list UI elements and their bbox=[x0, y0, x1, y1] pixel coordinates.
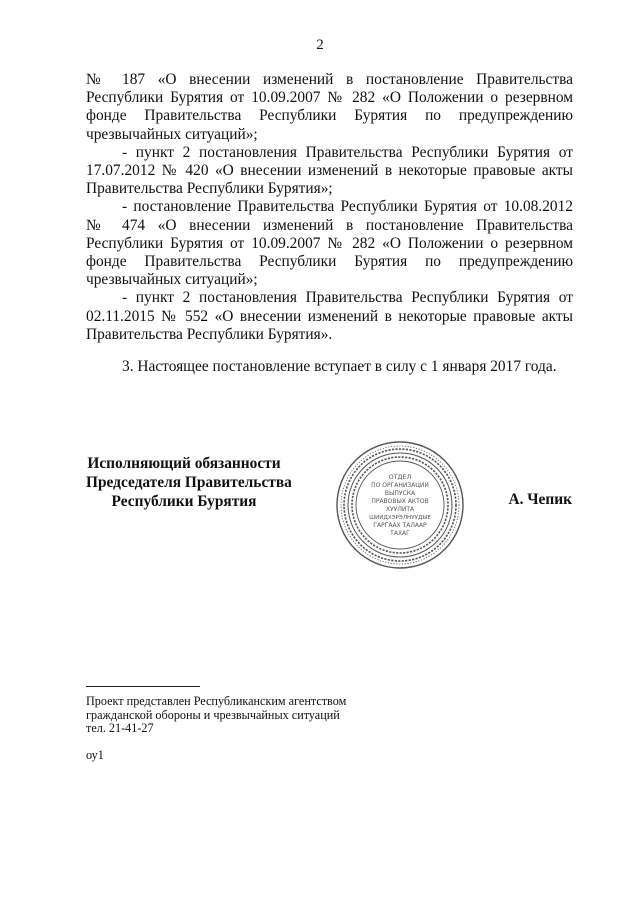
page-number: 2 bbox=[316, 37, 324, 53]
seal-text-line: ГАРГААХ ТАЛААР bbox=[373, 522, 427, 529]
paragraph-item: - пункт 2 постановления Правительства Республики Бурятия от 17.07.2012 № 420 «О внесении изменений в некоторые правовые акты Правительства Республики Бурятия»; bbox=[86, 143, 573, 198]
seal-ring-lettering bbox=[344, 449, 456, 561]
seal-ring-text-band bbox=[352, 457, 448, 553]
footnote-phone: тел. 21-41-27 bbox=[86, 721, 154, 735]
paragraph-item: - пункт 2 постановления Правительства Республики Бурятия от 02.11.2015 № 552 «О внесении изменений в некоторые правовые акты Правительства Республики Бурятия». bbox=[86, 289, 573, 343]
seal-text-line: ТАХАГ bbox=[390, 530, 410, 537]
signatory-title bbox=[86, 454, 292, 511]
document-body bbox=[86, 71, 573, 376]
signatory-title-line: Председателя Правительства bbox=[86, 474, 292, 491]
paragraph-continuation: № 187 «О внесении изменений в постановление Правительства Республики Бурятия от 10.09.2007 № 282 «О Положении о резервном фонде Правительства Республики Бурятия по предупреждению чрезвычайных ситуаций»; bbox=[86, 71, 573, 143]
signatory-title-line: Исполняющий обязанности bbox=[87, 455, 281, 472]
seal-text-line: ОТДЕЛ bbox=[388, 473, 412, 481]
seal-ring-text-band bbox=[344, 449, 456, 561]
seal-text-line: ВЫПУСКА bbox=[384, 490, 416, 497]
signatory-name: А. Чепик bbox=[508, 491, 572, 508]
paragraph-effective-date: 3. Настоящее постановление вступает в силу с 1 января 2017 года. bbox=[122, 358, 557, 376]
seal-text-line: ХУУЛИТА bbox=[385, 506, 415, 513]
seal-dotted-ring bbox=[341, 446, 459, 564]
seal-text-line: ПРАВОВЫХ АКТОВ bbox=[371, 498, 429, 505]
paragraph-item: - постановление Правительства Республики Бурятия от 10.08.2012 № 474 «О внесении изменений в постановление Правительства Республики Бурятия от 10.09.2007 № 282 «О Положении о резервном фонде Правительства Республики Бурятия по предупреждению чрезвычайных ситуаций»; bbox=[86, 198, 573, 289]
seal-lettering bbox=[369, 473, 431, 537]
seal-rings bbox=[337, 442, 463, 568]
official-seal-stamp bbox=[335, 440, 465, 570]
signatory-title-line: Республики Бурятия bbox=[111, 493, 257, 510]
document-code: оу1 bbox=[86, 748, 104, 762]
seal-text-line: ШИИДХЭРЭЛНУУДЫЕ bbox=[369, 515, 431, 521]
seal-text-line: ПО ОРГАНИЗАЦИИ bbox=[371, 482, 429, 489]
footnote-divider bbox=[86, 686, 200, 687]
footnote-line: Проект представлен Республиканским агентством bbox=[86, 694, 347, 708]
footnote-line: гражданской обороны и чрезвычайных ситуаций bbox=[86, 707, 340, 722]
seal-middle-ring bbox=[348, 453, 452, 557]
footnote bbox=[86, 695, 346, 736]
